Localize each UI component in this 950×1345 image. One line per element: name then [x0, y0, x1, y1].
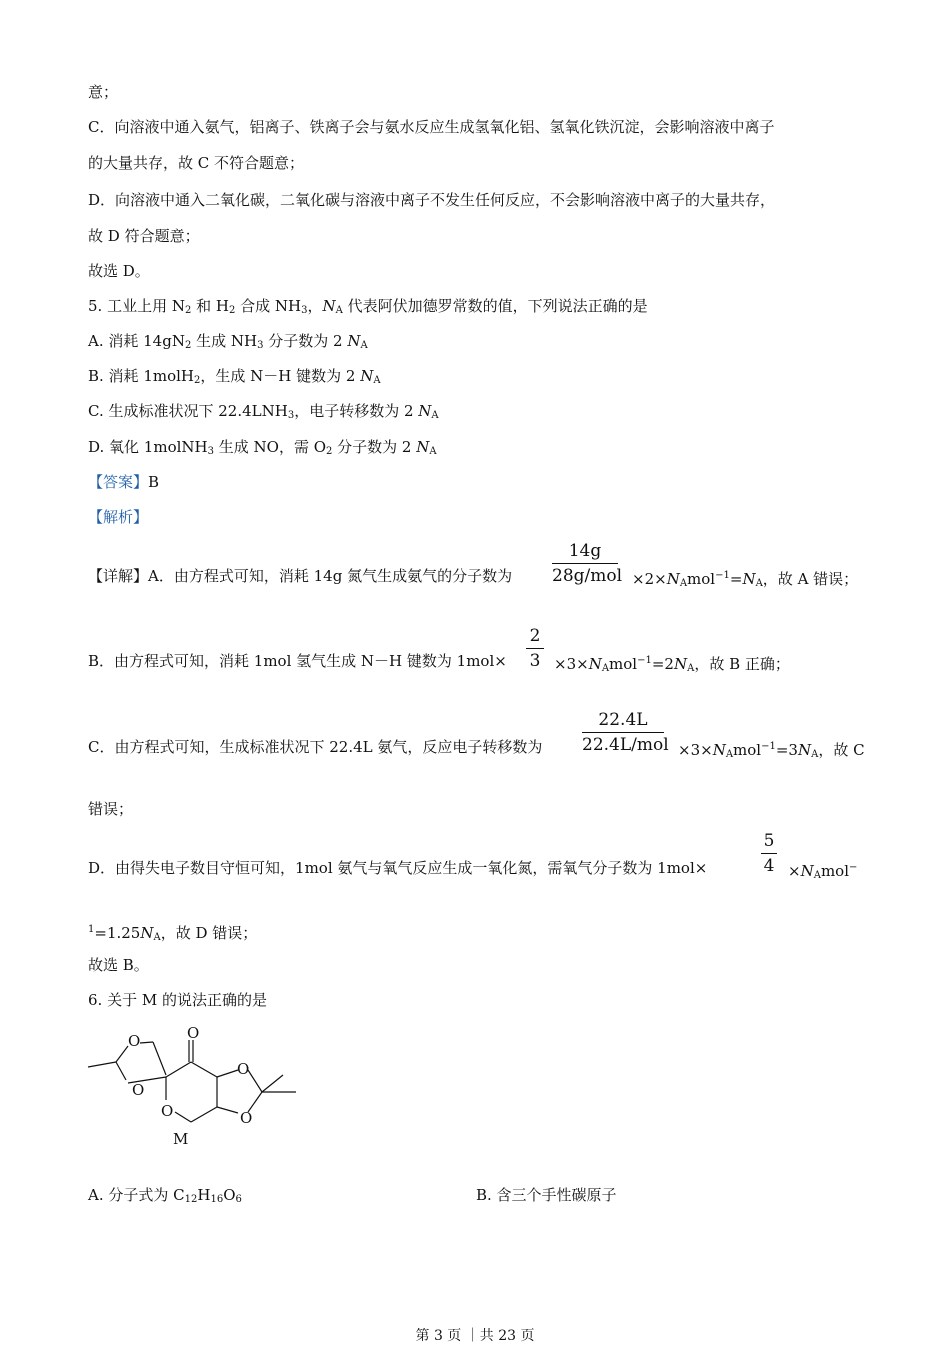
option-a: A. 消耗 $14gN_2$ 生成 $NH_3$ 分子数为 2 $N_A$ [88, 332, 368, 351]
option-d: D. 氧化 1molNH$_3$ 生成 NO，需 $O_2$ 分子数为 2 $N_A$ [88, 438, 437, 457]
atom-o: O [128, 1032, 141, 1050]
detail-d: D．由得失电子数目守恒可知，1mol 氨气与氧气反应生成一氧化氮，需氧气分子数为 1mol× [88, 859, 708, 877]
detail-d-tail: $\times N_Amol^-$ [788, 862, 858, 881]
atom-o: O [240, 1109, 253, 1127]
molecule-label: M [173, 1130, 189, 1148]
detail-d-cont: $^1=1.25N_A$，故 D 错误； [88, 924, 258, 943]
fraction-d: 5 4 [761, 830, 777, 877]
choose-line: 故选 B。 [88, 956, 149, 974]
text-line: 故 D 符合题意； [88, 227, 200, 245]
molecule-m-structure [86, 1020, 306, 1150]
q6-option-b: B. 含三个手性碳原子 [476, 1186, 617, 1204]
option-c: C. 生成标准状况下 $22.4LNH_3$，电子转移数为 2 $N_A$ [88, 402, 439, 421]
atom-o: O [132, 1081, 145, 1099]
question-5-stem: 5. 工业上用 $N_2$ 和 $H_2$ 合成 $NH_3$，$N_A$ 代表阿伏加德罗常数的值，下列说法正确的是 [88, 297, 648, 316]
detail-c-cont: 错误； [88, 800, 134, 818]
fraction-a: 14g 28g/mol [552, 541, 623, 586]
detail-b-tail: $\times 3\times N_Amol^{-1}=2N_A$，故 B 正确； [554, 655, 790, 674]
detail-a: 【详解】A．由方程式可知，消耗 14g 氮气生成氨气的分子数为 [88, 567, 513, 585]
detail-a-tail: $\times 2\times N_Amol^{-1}=N_A$，故 A 错误； [632, 570, 859, 589]
text-line: 故选 D。 [88, 262, 150, 280]
text-line: C．向溶液中通入氨气，铝离子、铁离子会与氨水反应生成氢氧化铝、氢氧化铁沉淀，会影响溶液中离子 [88, 118, 775, 136]
text-line: D．向溶液中通入二氧化碳，二氧化碳与溶液中离子不发生任何反应，不会影响溶液中离子的大量共存， [88, 191, 776, 209]
fraction-b: 2 3 [526, 625, 544, 672]
detail-c: C．由方程式可知，生成标准状况下 22.4L 氨气，反应电子转移数为 [88, 738, 543, 756]
q6-option-a: A. 分子式为 $C_{12}H_{16}O_6$ [88, 1186, 242, 1205]
text-line: 的大量共存，故 C 不符合题意； [88, 154, 305, 172]
atom-o: O [237, 1060, 250, 1078]
atom-o: O [187, 1024, 200, 1042]
answer-tag: 【答案】 [88, 473, 149, 491]
detail-b: B．由方程式可知，消耗 1mol 氢气生成 N－H 键数为 1mol× [88, 652, 507, 670]
analysis-tag: 【解析】 [88, 508, 149, 526]
option-b: B. 消耗 1molH$_2$，生成 N－H 键数为 2 $N_A$ [88, 367, 381, 386]
detail-c-tail: $\times 3\times N_Amol^{-1}=3N_A$，故 C [678, 741, 865, 760]
text-line: 意； [88, 83, 119, 101]
fraction-c: 22.4L 22.4L/mol [582, 710, 669, 755]
atom-o: O [161, 1102, 174, 1120]
answer-value: B [148, 473, 160, 491]
answer-line [88, 472, 159, 492]
question-6-stem: 6. 关于 M 的说法正确的是 [88, 991, 267, 1009]
page-footer: 第 3 页 ｜共 23 页 [415, 1328, 535, 1344]
